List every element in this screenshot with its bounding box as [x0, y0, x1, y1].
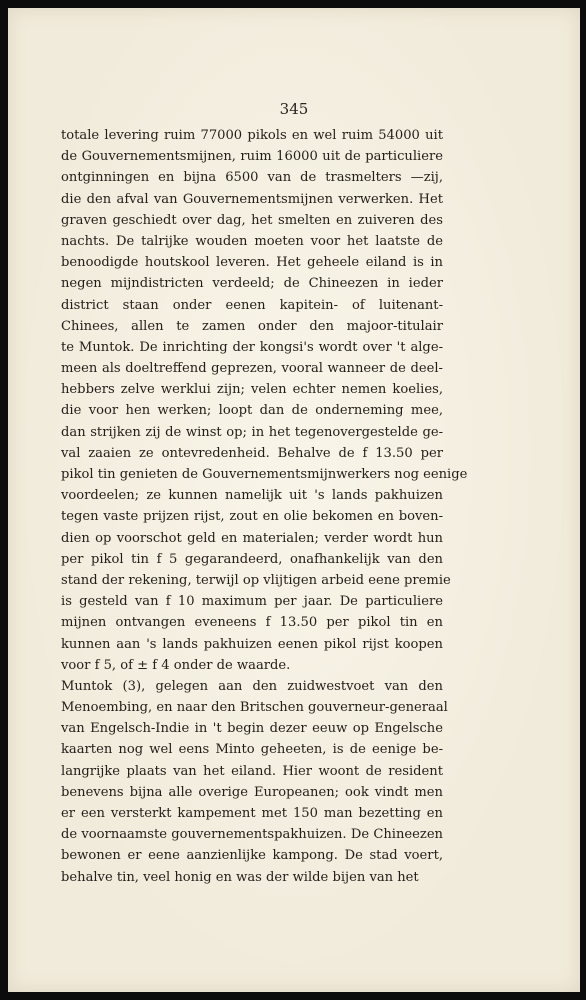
text-line: Chinees, allen te zamen onder den majoor-titulair — [61, 318, 443, 334]
text-line: behalve tin, veel honig en was der wilde bijen van het — [61, 869, 419, 885]
text-line: meen als doeltreffend geprezen, vooral wanneer de deel- — [61, 361, 443, 377]
text-line: stand der rekening, terwijl op vlijtigen arbeid eene premie — [61, 572, 451, 588]
text-line: district staan onder eenen kapitein- of luitenant- — [61, 297, 443, 313]
text-line: val zaaien ze ontevredenheid. Behalve de f 13.50 per — [61, 445, 443, 461]
text-line: voor f 5, of ± f 4 onder de waarde. — [61, 657, 291, 673]
text-line: benevens bijna alle overige Europeanen; ook vindt men — [61, 784, 443, 800]
book-page — [8, 8, 580, 992]
text-line: bewonen er eene aanzienlijke kampong. De stad voert, — [61, 848, 443, 864]
text-line: nachts. De talrijke wouden moeten voor het laatste de — [61, 233, 443, 249]
text-line: Muntok (3), gelegen aan den zuidwestvoet van den — [61, 678, 443, 694]
text-line: ontginningen en bijna 6500 van de trasmelters —zij, — [61, 170, 443, 186]
text-line: die voor hen werken; loopt dan de onderneming mee, — [61, 403, 443, 419]
text-line: hebbers zelve werklui zijn; velen echter nemen koelies, — [61, 382, 443, 398]
text-line: benoodigde houtskool leveren. Het geheele eiland is in — [61, 255, 443, 271]
page-number: 345 — [279, 100, 309, 118]
text-line: van Engelsch-Indie in 't begin dezer eeuw op Engelsche — [61, 721, 443, 737]
text-line: de voornaamste gouvernementspakhuizen. De Chineezen — [61, 827, 443, 843]
text-line: kaarten nog wel eens Minto geheeten, is de eenige be- — [61, 742, 443, 758]
text-line: die den afval van Gouvernementsmijnen verwerken. Het — [61, 191, 443, 207]
text-line: dien op voorschot geld en materialen; verder wordt hun — [61, 530, 443, 546]
text-line: langrijke plaats van het eiland. Hier woont de resident — [61, 763, 443, 779]
text-line: de Gouvernementsmijnen, ruim 16000 uit de particuliere — [61, 149, 443, 165]
text-line: mijnen ontvangen eveneens f 13.50 per pikol tin en — [61, 615, 443, 631]
text-line: negen mijndistricten verdeeld; de Chineezen in ieder — [61, 276, 443, 292]
text-line: er een versterkt kampement met 150 man bezetting en — [61, 806, 443, 821]
text-line: te Muntok. De inrichting der kongsi's wordt over 't alge- — [61, 339, 443, 355]
text-line: tegen vaste prijzen rijst, zout en olie bekomen en boven- — [61, 509, 443, 525]
text-line: graven geschiedt over dag, het smelten en zuiveren des — [61, 212, 443, 228]
text-line: per pikol tin f 5 gegarandeerd, onafhankelijk van den — [61, 551, 443, 567]
text-line: kunnen aan 's lands pakhuizen eenen pikol rijst koopen — [61, 636, 443, 652]
text-line: Menoembing, en naar den Britschen gouverneur-generaal — [61, 700, 448, 716]
body-text — [61, 125, 468, 888]
text-line: is gesteld van f 10 maximum per jaar. De particuliere — [61, 594, 443, 610]
text-line: totale levering ruim 77000 pikols en wel ruim 54000 uit — [61, 128, 443, 143]
text-line: pikol tin genieten de Gouvernementsmijnwerkers nog eenige — [61, 467, 468, 482]
text-line: voordeelen; ze kunnen namelijk uit 's lands pakhuizen — [61, 488, 443, 504]
text-line: dan strijken zij de winst op; in het tegenovergestelde ge- — [61, 424, 443, 440]
